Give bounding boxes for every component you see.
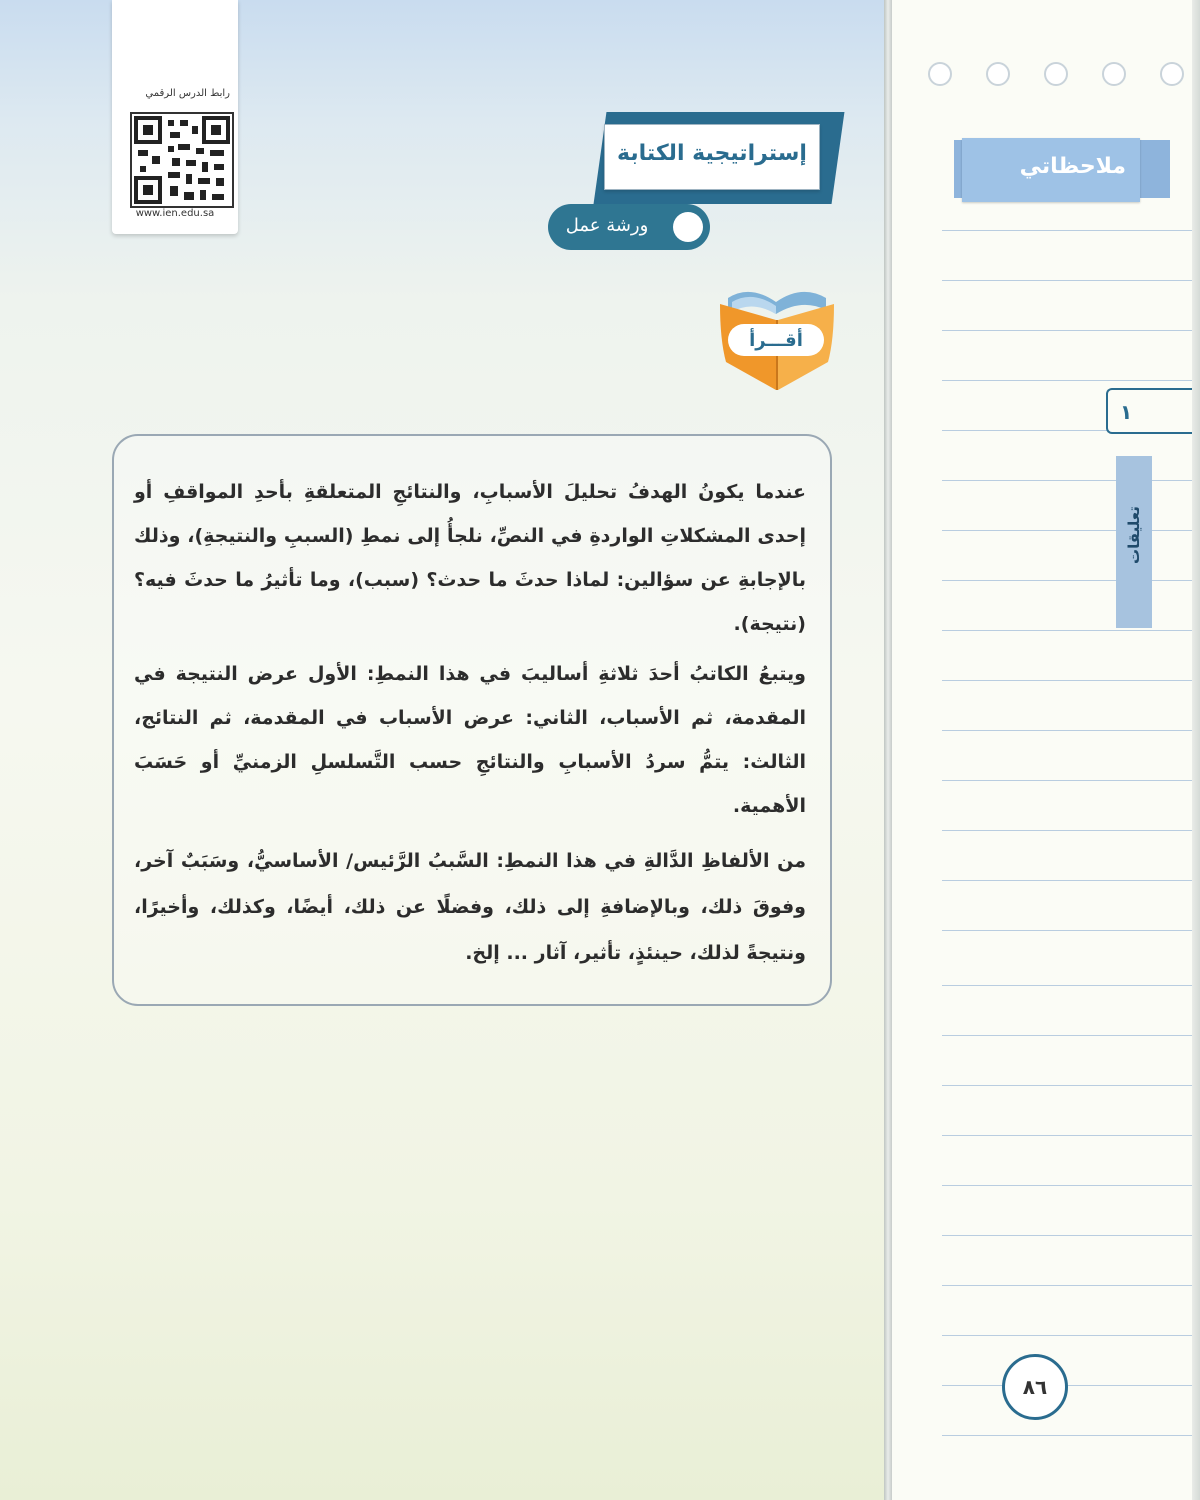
unit-number: ١ — [1120, 400, 1133, 424]
qr-card — [112, 0, 238, 234]
note-line — [942, 1235, 1200, 1236]
workshop-label: ورشة عمل — [565, 215, 649, 236]
binder-hole-icon — [1160, 62, 1184, 86]
workshop-badge — [548, 204, 710, 250]
qr-title: رابط الدرس الرقمي — [145, 88, 230, 99]
page-edge — [1192, 0, 1200, 1500]
note-line — [942, 1385, 1200, 1386]
paragraph-1: عندما يكونُ الهدفُ تحليلَ الأسبابِ، والنتائجِ المتعلقةِ بأحدِ المواقفِ أو إحدى المشكلاتِ الواردةِ في النصِّ، نلجأُ إلى نمطِ (السببِ والنتيجةِ)، وذلك بالإجابةِ عن سؤالين: لماذا حدثَ ما حدث؟ (سبب)، وما تأثيرُ ما حدثَ فيه؟ (نتيجة). — [134, 481, 806, 635]
note-line — [942, 680, 1200, 681]
binder-hole-icon — [986, 62, 1010, 86]
paragraph-2: ويتبعُ الكاتبُ أحدَ ثلاثةِ أساليبَ في هذا النمطِ: الأول عرض النتيجة في المقدمة، ثم الأسباب، الثاني: عرض الأسباب في المقدمة، ثم النتائج، الثالث: يتمُّ سردُ الأسبابِ والنتائجِ حسب التَّسلسلِ الزمنيِّ أو حَسَبَ الأهمية. — [134, 663, 806, 817]
page-title: إستراتيجية الكتابة — [617, 141, 807, 166]
title-banner — [604, 124, 820, 190]
note-line — [942, 1335, 1200, 1336]
note-line — [942, 1135, 1200, 1136]
note-line — [942, 1185, 1200, 1186]
binder-hole-icon — [1044, 62, 1068, 86]
book-spine — [884, 0, 892, 1500]
note-line — [942, 830, 1200, 831]
note-line — [942, 480, 1200, 481]
unit-number-tab — [1106, 388, 1200, 434]
note-line — [942, 1435, 1200, 1436]
side-tab[interactable] — [1116, 456, 1152, 628]
note-line — [942, 530, 1200, 531]
paragraph-3: من الألفاظِ الدَّالةِ في هذا النمطِ: السَّببُ الرَّئيس/ الأساسيُّ، وسَبَبٌ آخر، وفوقَ ذلك، وبالإضافةِ إلى ذلك، وفضلًا عن ذلك، أيضًا، وكذلك، وأخيرًا، ونتيجةً لذلك، حينئذٍ، تأثير، آثار ... إلخ. — [134, 850, 806, 964]
read-label: أقـــرأ — [749, 330, 803, 351]
note-line — [942, 880, 1200, 881]
note-line — [942, 380, 1200, 381]
content-box — [112, 434, 832, 1006]
note-line — [942, 985, 1200, 986]
notes-title: ملاحظاتي — [1019, 154, 1126, 179]
note-line — [942, 280, 1200, 281]
note-line — [942, 230, 1200, 231]
page-number-badge — [1002, 1354, 1068, 1420]
binder-hole-icon — [1102, 62, 1126, 86]
note-line — [942, 780, 1200, 781]
workshop-dot-icon — [673, 212, 703, 242]
page-number: ٨٦ — [1022, 1375, 1048, 1399]
note-line — [942, 1035, 1200, 1036]
notes-tab — [962, 138, 1140, 202]
note-line — [942, 930, 1200, 931]
qr-code-icon[interactable] — [130, 112, 234, 208]
note-line — [942, 730, 1200, 731]
qr-url[interactable]: www.ien.edu.sa — [135, 208, 215, 219]
binder-hole-icon — [928, 62, 952, 86]
note-line — [942, 1285, 1200, 1286]
side-tab-label: تعليقات — [1125, 506, 1143, 564]
note-line — [942, 580, 1200, 581]
note-line — [942, 330, 1200, 331]
note-line — [942, 1085, 1200, 1086]
notes-panel — [892, 0, 1200, 1500]
note-line — [942, 630, 1200, 631]
